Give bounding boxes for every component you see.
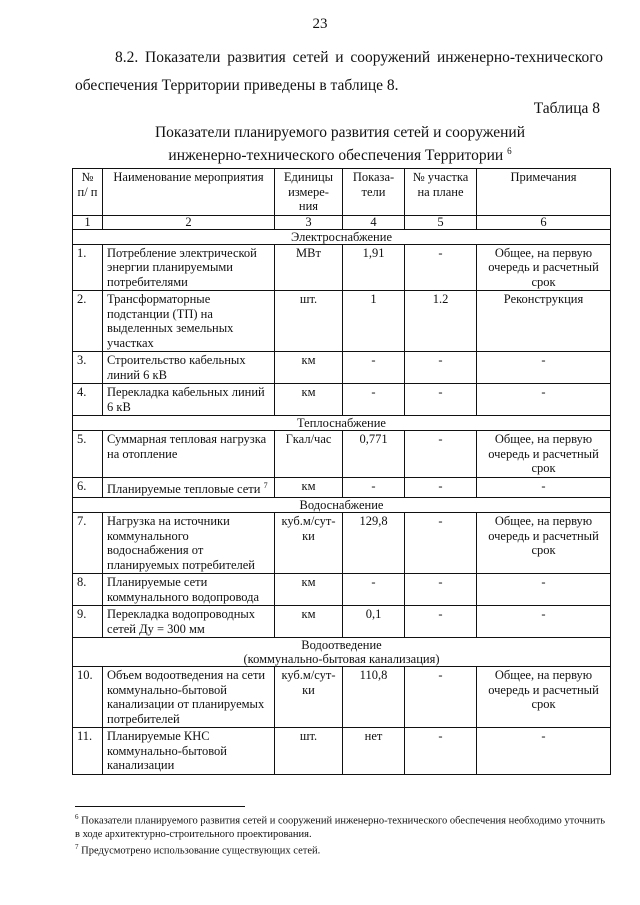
- footnote-text: Предусмотрено использование существующих сетей.: [81, 845, 321, 856]
- cell-note: -: [477, 352, 611, 384]
- table-row: [73, 477, 611, 498]
- column-numbers-row: [73, 215, 611, 229]
- table-title-footnote-ref: 6: [507, 146, 512, 156]
- section-header-row: [73, 638, 611, 667]
- section-title: [73, 498, 611, 513]
- cell-number: 5.: [73, 431, 103, 478]
- section-title-text: Теплоснабжение: [297, 416, 386, 430]
- cell-value: нет: [343, 728, 405, 775]
- section-title-text: Электроснабжение: [291, 229, 392, 244]
- cell-name: [103, 384, 275, 416]
- section-header-row: [73, 498, 611, 513]
- cell-name: [103, 244, 275, 291]
- column-number: 5: [405, 215, 477, 229]
- column-number: 2: [103, 215, 275, 229]
- cell-unit: км: [275, 384, 343, 416]
- table-title-line-2: [70, 142, 610, 165]
- cell-note: Общее, на первую очередь и расчетный срок: [477, 431, 611, 478]
- cell-site: -: [405, 574, 477, 606]
- cell-value: 129,8: [343, 513, 405, 574]
- page-number: 23: [312, 16, 328, 32]
- cell-number: 9.: [73, 606, 103, 638]
- cell-value: 1,91: [343, 244, 405, 291]
- column-number: 1: [73, 215, 103, 229]
- cell-unit: км: [275, 574, 343, 606]
- cell-name-text: Планируемые КНС коммунально-бытовой канализации: [107, 729, 227, 773]
- cell-site: -: [405, 513, 477, 574]
- table-row: [73, 667, 611, 728]
- table-row: [73, 384, 611, 416]
- header-note: Примечания: [477, 169, 611, 216]
- cell-name-text: Перекладка водопроводных сетей Ду = 300 мм: [107, 607, 256, 636]
- cell-note: Общее, на первую очередь и расчетный срок: [477, 513, 611, 574]
- cell-note: Общее, на первую очередь и расчетный срок: [477, 244, 611, 291]
- table-label: Таблица 8: [533, 100, 600, 117]
- cell-unit: шт.: [275, 728, 343, 775]
- table-row: [73, 291, 611, 352]
- cell-note: Реконструкция: [477, 291, 611, 352]
- section-title: [73, 416, 611, 431]
- cell-site: -: [405, 477, 477, 498]
- footnote-mark: 7: [75, 842, 79, 851]
- cell-value: 0,771: [343, 431, 405, 478]
- cell-number: 7.: [73, 513, 103, 574]
- table-row: [73, 352, 611, 384]
- section-title: [73, 638, 611, 667]
- table-body: [73, 215, 611, 774]
- cell-site: -: [405, 431, 477, 478]
- cell-unit: МВт: [275, 244, 343, 291]
- cell-number: 11.: [73, 728, 103, 775]
- cell-name: [103, 291, 275, 352]
- section-title: [73, 229, 611, 244]
- cell-value: -: [343, 352, 405, 384]
- cell-site: -: [405, 606, 477, 638]
- cell-name-text: Трансформаторные подстанции (ТП) на выделенных земельных участках: [107, 292, 234, 350]
- header-number: № п/ п: [73, 169, 103, 216]
- cell-name: [103, 513, 275, 574]
- cell-site: -: [405, 384, 477, 416]
- section-title-text: Водоснабжение: [299, 498, 384, 513]
- cell-name: [103, 606, 275, 638]
- indicators-table: [72, 168, 611, 775]
- cell-name-text: Потребление электрической энергии планируемыми потребителями: [107, 245, 257, 289]
- table-row: [73, 574, 611, 606]
- cell-note: -: [477, 606, 611, 638]
- cell-note: Общее, на первую очередь и расчетный срок: [477, 667, 611, 728]
- column-number: 4: [343, 215, 405, 229]
- cell-unit: шт.: [275, 291, 343, 352]
- footnote-separator: [75, 806, 245, 807]
- header-name: Наименование мероприятия: [103, 169, 275, 216]
- cell-note: -: [477, 728, 611, 775]
- cell-site: -: [405, 728, 477, 775]
- cell-site: -: [405, 667, 477, 728]
- cell-value: -: [343, 384, 405, 416]
- cell-name-text: Нагрузка на источники коммунального водоснабжения от планируемых потребителей: [107, 514, 255, 572]
- cell-name: [103, 477, 275, 498]
- header-value: Показа- тели: [343, 169, 405, 216]
- cell-unit: км: [275, 606, 343, 638]
- section-title-text: Водоотведение: [301, 638, 382, 653]
- cell-name-text: Суммарная тепловая нагрузка на отопление: [107, 432, 267, 461]
- section-title-subtext: (коммунально-бытовая канализация): [243, 652, 440, 667]
- cell-name: [103, 352, 275, 384]
- cell-value: 110,8: [343, 667, 405, 728]
- column-number: 6: [477, 215, 611, 229]
- cell-number: 6.: [73, 477, 103, 498]
- cell-site: 1.2: [405, 291, 477, 352]
- cell-number: 2.: [73, 291, 103, 352]
- cell-site: -: [405, 244, 477, 291]
- table-row: [73, 606, 611, 638]
- footnote-text: Показатели планируемого развития сетей и сооружений инженерно-технического обеспечения необходимо уточнить в ходе архитектурно-строительного проектирования.: [75, 815, 605, 840]
- cell-value: -: [343, 477, 405, 498]
- cell-value: 0,1: [343, 606, 405, 638]
- table-row: [73, 431, 611, 478]
- footnote-mark: 6: [75, 813, 79, 821]
- section-header-row: [73, 416, 611, 431]
- cell-name: [103, 667, 275, 728]
- cell-note: -: [477, 384, 611, 416]
- cell-unit: куб.м/сут-ки: [275, 667, 343, 728]
- footnote-ref: 7: [263, 480, 268, 490]
- cell-number: 3.: [73, 352, 103, 384]
- cell-site: -: [405, 352, 477, 384]
- footnote: [75, 841, 605, 858]
- cell-unit: куб.м/сут-ки: [275, 513, 343, 574]
- table-header-row: [73, 169, 611, 216]
- table-row: [73, 513, 611, 574]
- table-row: [73, 244, 611, 291]
- cell-value: 1: [343, 291, 405, 352]
- section-header-row: [73, 229, 611, 244]
- cell-number: 1.: [73, 244, 103, 291]
- cell-unit: км: [275, 477, 343, 498]
- cell-name: [103, 431, 275, 478]
- cell-name: [103, 728, 275, 775]
- footnote: [75, 811, 605, 841]
- table-title: [70, 123, 610, 165]
- cell-name-text: Строительство кабельных линий 6 кВ: [107, 353, 246, 382]
- intro-paragraph: 8.2. Показатели развития сетей и сооружений инженерно-технического обеспечения Территории приведены в таблице 8.: [75, 49, 603, 94]
- cell-value: -: [343, 574, 405, 606]
- cell-name-text: Объем водоотведения на сети коммунально-бытовой канализации от планируемых потребителей: [107, 668, 266, 726]
- cell-name-text: Перекладка кабельных линий 6 кВ: [107, 385, 265, 414]
- cell-unit: Гкал/час: [275, 431, 343, 478]
- cell-name-text: Планируемые сети коммунального водопровода: [107, 575, 260, 604]
- cell-note: -: [477, 574, 611, 606]
- table-row: [73, 728, 611, 775]
- cell-name-text: Планируемые тепловые сети: [107, 481, 261, 496]
- cell-note: -: [477, 477, 611, 498]
- cell-number: 10.: [73, 667, 103, 728]
- column-number: 3: [275, 215, 343, 229]
- table-title-line-1: Показатели планируемого развития сетей и сооружений: [154, 124, 526, 141]
- cell-name: [103, 574, 275, 606]
- cell-number: 4.: [73, 384, 103, 416]
- cell-unit: км: [275, 352, 343, 384]
- table-title-line-2-text: инженерно-технического обеспечения Территории: [168, 147, 504, 165]
- header-unit: Единицы измере- ния: [275, 169, 343, 216]
- footnotes: [75, 811, 605, 857]
- cell-number: 8.: [73, 574, 103, 606]
- header-site: № участка на плане: [405, 169, 477, 216]
